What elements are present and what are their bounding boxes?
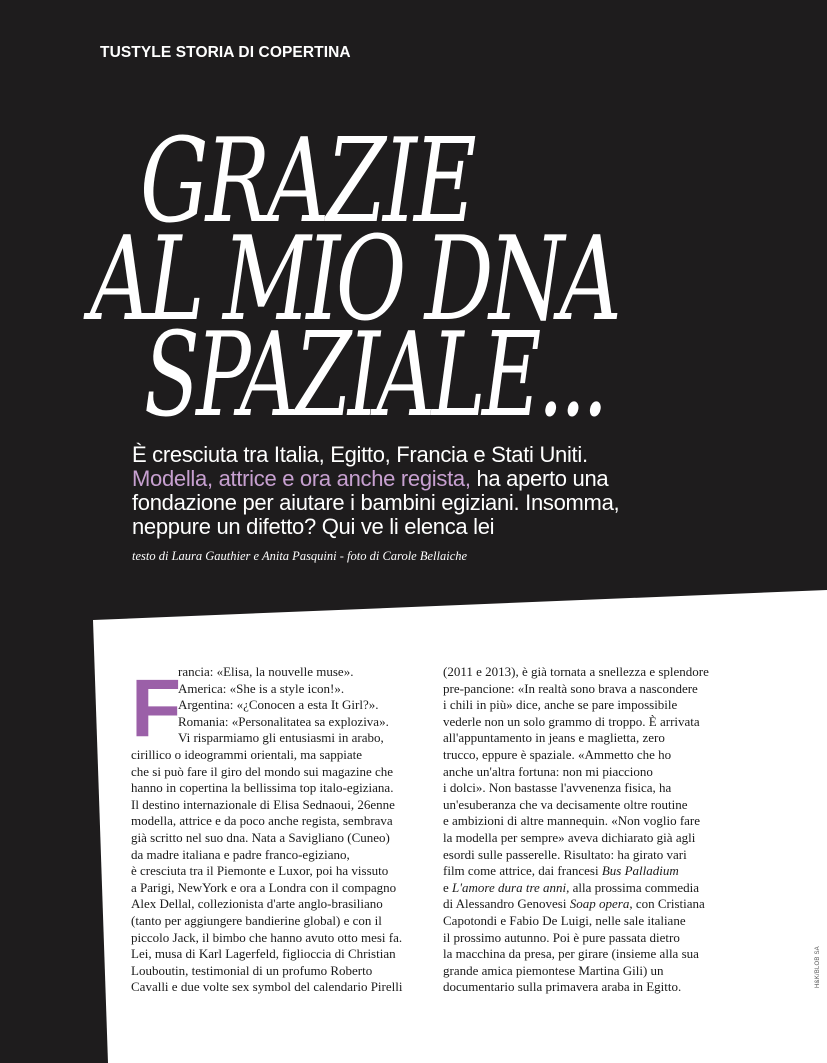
body-line: pre-pancione: «In realtà sono brava a nascondere <box>443 680 698 696</box>
body-text: , con Cristiana <box>629 896 705 912</box>
drop-cap: F <box>131 663 182 754</box>
body-line <box>443 896 743 913</box>
body-text: film come attrice, dai francesi <box>443 863 602 879</box>
body-line: un'esuberanza che va decisamente oltre routine <box>443 796 688 812</box>
body-line: Alex Dellal, collezionista d'arte anglo-brasiliano <box>131 896 383 912</box>
body-line: (2011 e 2013), è già tornata a snellezza e splendore <box>443 664 709 679</box>
body-line: a Parigi, NewYork e ora a Londra con il compagno <box>131 879 397 895</box>
body-line: Capotondi e Fabio De Luigi, nelle sale italiane <box>443 912 686 928</box>
body-line: Vi risparmiamo gli entusiasmi in arabo, <box>178 730 384 746</box>
body-line: hanno in copertina la bellissima top italo-egiziana. <box>131 780 394 796</box>
byline: testo di Laura Gauthier e Anita Pasquini - foto di Carole Bellaiche <box>132 549 468 563</box>
body-line: piccolo Jack, il bimbo che hanno avuto otto mesi fa. <box>131 929 403 945</box>
deck-line-1: È cresciuta tra Italia, Egitto, Francia e Stati Uniti. <box>132 442 588 467</box>
body-line: i chili in più» dice, anche se pare impossibile <box>443 697 678 713</box>
body-line: che si può fare il giro del mondo sui magazine che <box>131 763 394 779</box>
deck-subtitle <box>132 443 752 539</box>
body-line <box>443 880 743 897</box>
film-title: L'amore dura tre anni <box>452 879 567 895</box>
body-line: i dolci». Non bastasse l'avvenenza fisica, ha <box>443 780 672 796</box>
photo-credit: H&K/BLOB SA <box>815 946 821 988</box>
body-line: documentario sulla primavera araba in Egitto. <box>443 979 682 995</box>
deck-line-2 <box>132 467 752 491</box>
article-column-2 <box>443 664 743 996</box>
film-title: Soap opera <box>569 896 630 912</box>
body-line: (tanto per aggiungere bandierine global) e con il <box>131 912 382 928</box>
body-line: vederle non un solo grammo di troppo. È arrivata <box>443 713 700 729</box>
deck-accent: Modella, attrice e ora anche regista, <box>132 466 471 491</box>
headline <box>0 0 827 443</box>
headline-line-2: AL MIO DNA <box>90 212 618 347</box>
film-title: Bus Palladium <box>601 863 679 879</box>
body-line: America: «She is a style icon!». <box>178 680 345 696</box>
body-line: da madre italiana e padre franco-egiziano, <box>131 846 350 862</box>
body-line: trucco, eppure è spaziale. «Ammetto che ho <box>443 746 672 762</box>
headline-line-1: GRAZIE <box>140 114 474 249</box>
body-line: all'appuntamento in jeans e maglietta, zero <box>443 730 665 746</box>
body-line: il prossimo autunno. Poi è pure passata dietro <box>443 929 680 945</box>
body-text: di Alessandro Genovesi <box>443 896 570 912</box>
body-line: la macchina da presa, per girare (insieme alla sua <box>443 946 699 962</box>
body-line: già scritto nel suo dna. Nata a Savigliano (Cuneo) <box>131 829 390 845</box>
deck-line-3: fondazione per aiutare i bambini egiziani. Insomma, <box>132 490 620 515</box>
body-line: è cresciuta tra il Piemonte e Luxor, poi ha vissuto <box>131 863 389 879</box>
body-line: cirillico o ideogrammi orientali, ma sappiate <box>131 746 363 762</box>
body-line: rancia: «Elisa, la nouvelle muse». <box>178 664 354 679</box>
body-line: modella, attrice e da poco anche regista, sembrava <box>131 813 393 829</box>
body-line: Lei, musa di Karl Lagerfeld, figlioccia di Christian <box>131 946 396 962</box>
body-line: grande amica piemontese Martina Gili) un <box>443 962 664 978</box>
headline-line-3: SPAZIALE... <box>144 308 605 443</box>
body-line: Il destino internazionale di Elisa Sednaoui, 26enne <box>131 796 395 812</box>
deck-line-4: neppure un difetto? Qui ve li elenca lei <box>132 514 495 539</box>
body-line: esordi sulle passerelle. Risultato: ha girato vari <box>443 846 687 862</box>
body-line: la modella per sempre» aveva dichiarato già agli <box>443 829 696 845</box>
body-line: anche un'altra fortuna: non mi piacciono <box>443 763 653 779</box>
article-column-1 <box>131 664 431 996</box>
deck-line-2-rest: ha aperto una <box>470 466 609 491</box>
body-line: Argentina: «¿Conocen a esta It Girl?». <box>178 697 379 713</box>
body-line <box>443 863 743 880</box>
body-line: Cavalli e due volte sex symbol del calendario Pirelli <box>131 979 403 995</box>
body-line: Louboutin, testimonial di un profumo Roberto <box>131 962 373 978</box>
body-text: e <box>443 879 453 895</box>
body-text: , alla prossima commedia <box>566 879 700 895</box>
section-label: TUSTYLE STORIA DI COPERTINA <box>100 44 351 61</box>
body-line: Romania: «Personalitatea sa exploziva». <box>178 713 389 729</box>
body-line: e ambizioni di altre mannequin. «Non voglio fare <box>443 813 701 829</box>
